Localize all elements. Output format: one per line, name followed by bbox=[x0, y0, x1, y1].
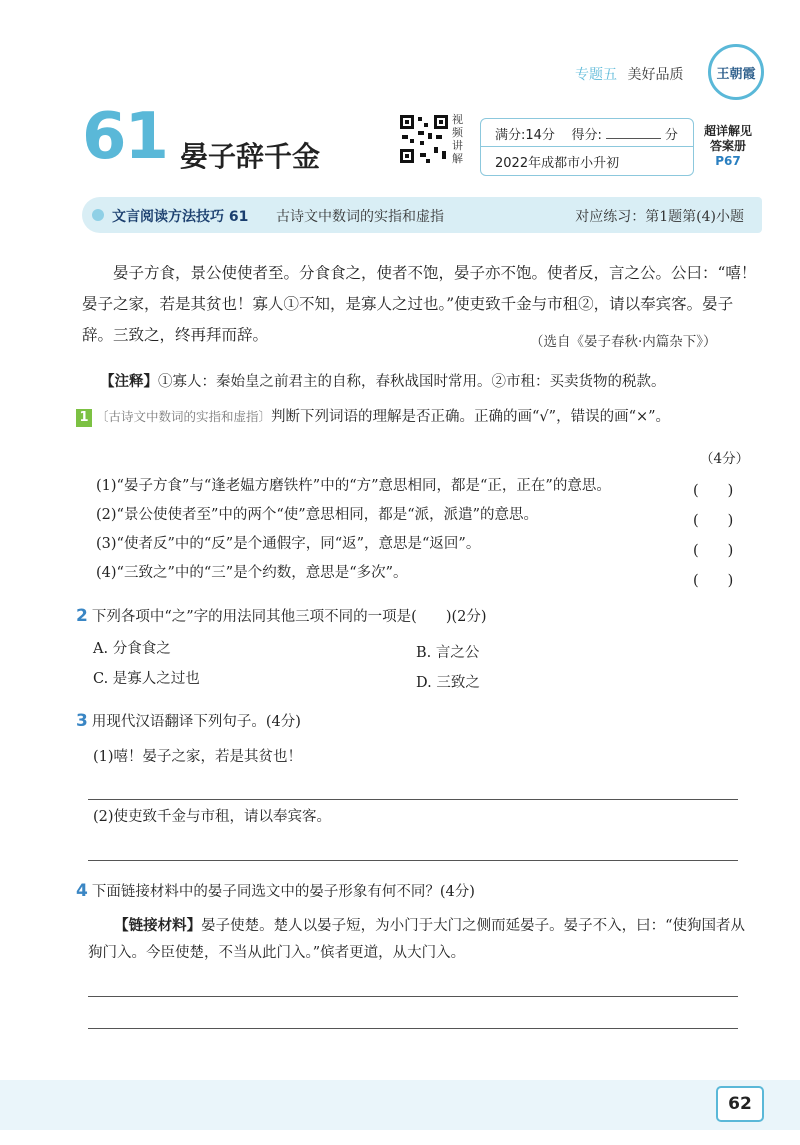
exam-source: 2022年成都市小升初 bbox=[495, 156, 620, 171]
answer-book-line1: 超详解见 bbox=[703, 124, 752, 138]
q3-answer-line-2[interactable] bbox=[88, 860, 738, 861]
score-blank[interactable] bbox=[606, 138, 661, 139]
score-got-label: 得分: bbox=[571, 128, 602, 143]
q4-answer-line-1[interactable] bbox=[88, 996, 738, 997]
q3-stem-line bbox=[76, 710, 301, 731]
q4-material bbox=[88, 913, 748, 967]
answer-page: P67 bbox=[715, 154, 741, 168]
q1-item-1: (1)“晏子方食”与“逢老媪方磨铁杵”中的“方”意思相同，都是“正，正在”的意思。 bbox=[96, 478, 611, 494]
score-full: 满分:14分 bbox=[495, 128, 555, 143]
q1-item-2: (2)“景公使使者至”中的两个“使”意思相同，都是“派，派遣”的意思。 bbox=[96, 507, 539, 523]
q1-tag: 〔古诗文中数词的实指和虚指〕 bbox=[96, 409, 272, 424]
logo-text: 王朝霞 bbox=[716, 66, 756, 82]
topic-header bbox=[575, 64, 683, 84]
q3-answer-line-1[interactable] bbox=[88, 799, 738, 800]
footer-band bbox=[0, 1080, 800, 1130]
lesson-title: 晏子辞千金 bbox=[180, 140, 321, 173]
q3-item-1: (1)嘻！晏子之家，若是其贫也！ bbox=[93, 749, 303, 765]
method-label: 文言阅读方法技巧 61 bbox=[112, 209, 249, 225]
topic-label: 专题五 bbox=[575, 67, 617, 83]
q4-material-text: 晏子使楚。楚人以晏子短，为小门于大门之侧而延晏子。晏子不入，曰：“使狗国者从狗门入。今臣使楚，不当从此门入。”傧者更道，从大门入。 bbox=[88, 918, 746, 961]
answer-book-ref bbox=[700, 124, 756, 169]
q2-option-a[interactable]: A. 分食食之 bbox=[93, 641, 171, 657]
q2-option-c[interactable]: C. 是寡人之过也 bbox=[93, 671, 200, 687]
note-label: 【注释】 bbox=[100, 374, 158, 390]
brand-logo bbox=[708, 44, 764, 100]
q2-option-b[interactable]: B. 言之公 bbox=[416, 645, 480, 661]
q1-answer-2[interactable]: ( ) bbox=[693, 513, 734, 529]
lesson-number: 61 bbox=[82, 100, 168, 174]
passage-note bbox=[100, 370, 666, 391]
q1-answer-4[interactable]: ( ) bbox=[693, 573, 734, 589]
q2-number: 2 bbox=[76, 606, 88, 626]
q3-number: 3 bbox=[76, 711, 88, 731]
q3-item-2: (2)使吏致千金与市租，请以奉宾客。 bbox=[93, 809, 332, 825]
topic-title: 美好品质 bbox=[627, 67, 684, 83]
bullet-dot-icon bbox=[92, 209, 104, 221]
q2-option-d[interactable]: D. 三致之 bbox=[416, 675, 480, 691]
practice-ref: 对应练习：第1题第(4)小题 bbox=[575, 209, 744, 225]
answer-book-line2: 答案册 bbox=[709, 139, 746, 153]
qr-code-icon[interactable] bbox=[398, 113, 450, 165]
q4-answer-line-2[interactable] bbox=[88, 1028, 738, 1029]
passage-text: 晏子方食，景公使使者至。分食食之，使者不饱，晏子亦不饱。使者反，言之公。公曰：“嘻！晏子之家，若是其贫也！寡人①不知，是寡人之过也。”使吏致千金与市租②，请以奉宾客。晏子辞。三致之，终再拜而辞。 bbox=[82, 264, 757, 344]
method-banner bbox=[82, 197, 762, 233]
q1-number: 1 bbox=[76, 409, 92, 427]
method-text: 古诗文中数词的实指和虚指 bbox=[276, 209, 444, 225]
q4-stem: 下面链接材料中的晏子同选文中的晏子形象有何不同？(4分) bbox=[91, 884, 475, 900]
q2-stem-line bbox=[76, 605, 487, 626]
q4-number: 4 bbox=[76, 881, 88, 901]
score-box bbox=[480, 118, 694, 176]
q1-item-3: (3)“使者反”中的“反”是个通假字，同“返”，意思是“返回”。 bbox=[96, 536, 481, 552]
q1-answer-3[interactable]: ( ) bbox=[693, 543, 734, 559]
q1-stem-line bbox=[76, 405, 670, 427]
passage-source: （选自《晏子春秋·内篇杂下》） bbox=[530, 334, 717, 350]
q4-material-label: 【链接材料】 bbox=[114, 918, 202, 934]
q1-item-4: (4)“三致之”中的“三”是个约数，意思是“多次”。 bbox=[96, 565, 408, 581]
q3-stem: 用现代汉语翻译下列句子。(4分) bbox=[91, 714, 301, 730]
q1-answer-1[interactable]: ( ) bbox=[693, 483, 734, 499]
q1-score: （4分） bbox=[700, 451, 750, 467]
q4-stem-line bbox=[76, 880, 475, 901]
page-number: 62 bbox=[716, 1086, 764, 1122]
score-unit: 分 bbox=[664, 128, 678, 143]
qr-caption: 视频讲解 bbox=[452, 113, 463, 165]
q2-stem: 下列各项中“之”字的用法同其他三项不同的一项是( )(2分) bbox=[91, 609, 487, 625]
note-text: ①寡人：秦始皇之前君主的自称，春秋战国时常用。②市租：买卖货物的税款。 bbox=[158, 374, 666, 390]
q1-stem: 判断下列词语的理解是否正确。正确的画“√”，错误的画“×”。 bbox=[271, 409, 671, 425]
